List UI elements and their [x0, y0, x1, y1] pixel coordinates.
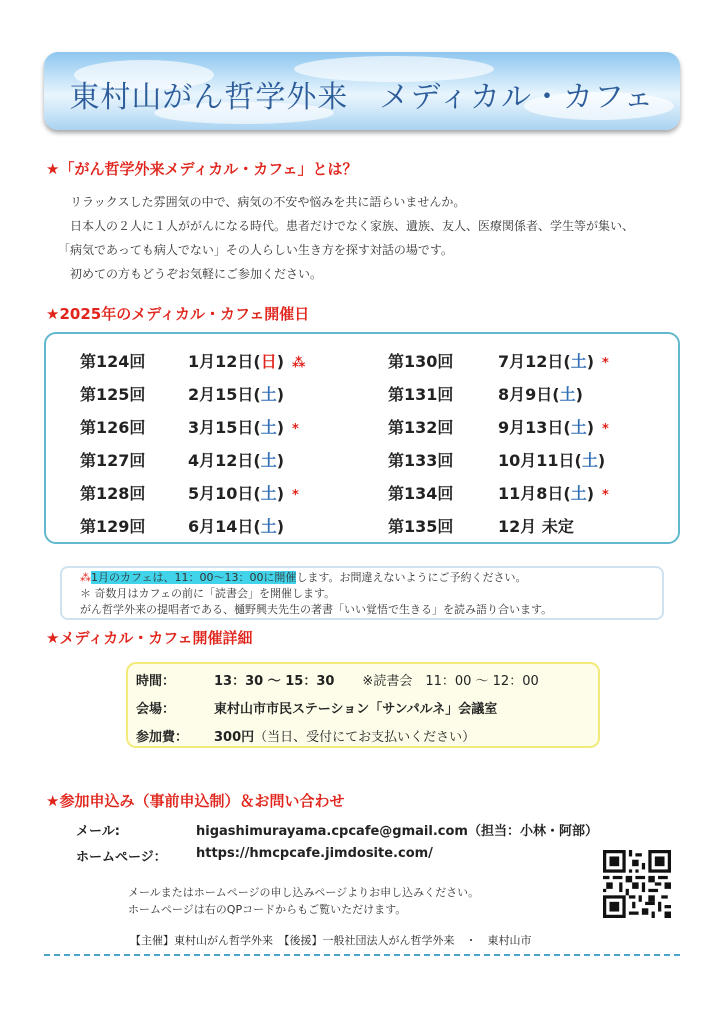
homepage-label: ホームページ：	[76, 850, 167, 865]
session-number: 第129回	[80, 517, 146, 536]
weekday: 土	[260, 451, 277, 470]
note-mark: *	[292, 488, 299, 503]
paren-close: )	[586, 352, 595, 371]
schedule-entry	[80, 349, 305, 372]
schedule-entry	[80, 514, 292, 537]
note-mark: *	[602, 488, 609, 503]
session-number: 第131回	[388, 385, 454, 404]
intro-line: リラックスした雰囲気の中で、病気の不安や悩みを共に語らいませんか。	[70, 195, 466, 209]
session-date: 7月12日(	[498, 352, 571, 371]
detail-venue	[136, 698, 497, 717]
schedule-entry	[388, 382, 591, 405]
schedule-entry	[80, 448, 292, 471]
paren-close: )	[276, 484, 285, 503]
schedule-entry	[388, 514, 574, 537]
session-date: 5月10日(	[188, 484, 261, 503]
session-date: 9月13日(	[498, 418, 571, 437]
venue-label: 会場：	[136, 702, 176, 717]
weekday: 土	[570, 418, 587, 437]
session-date: 1月12日(	[188, 352, 261, 371]
schedule-entry	[80, 382, 292, 405]
reading-time: ※読書会 11：00 〜 12：00	[362, 674, 539, 689]
session-number: 第128回	[80, 484, 146, 503]
intro-line: 初めての方もどうぞお気軽にご参加ください。	[70, 267, 323, 281]
note-line: ＊ 奇数月はカフェの前に「読書会」を開催します。	[80, 587, 336, 600]
note-mark: ⁂	[80, 571, 91, 584]
paren-close: )	[276, 418, 285, 437]
schedule-entry	[388, 448, 613, 471]
paren-close: )	[276, 385, 285, 404]
time-label: 時間：	[136, 674, 176, 689]
weekday: 日	[260, 352, 277, 371]
schedule-entry	[388, 481, 609, 504]
paren-close: )	[276, 451, 285, 470]
session-date: 4月12日(	[188, 451, 261, 470]
note-text: します。お問違えないようにご予約ください。	[296, 571, 527, 584]
detail-time	[136, 670, 539, 689]
note-mark: *	[602, 356, 609, 371]
intro-line: 「病気であっても病人でない」その人らしい生き方を探す対話の場です。	[58, 243, 453, 257]
paren-close: )	[597, 451, 606, 470]
page-title: 東村山がん哲学外来 メディカル・カフェ	[69, 80, 655, 115]
weekday: 土	[570, 352, 587, 371]
footer-credits: 【主催】東村山がん哲学外来 【後援】一般社団法人がん哲学外来 ・ 東村山市	[130, 934, 532, 947]
paren-close: )	[276, 517, 285, 536]
note-mark: *	[602, 422, 609, 437]
note-highlight: 1月のカフェは、11：00〜13：00に開催	[91, 571, 297, 584]
session-number: 第135回	[388, 517, 454, 536]
schedule-box	[44, 332, 680, 544]
section-heading-contact: ★参加申込み（事前申込制）＆お問い合わせ	[46, 792, 345, 810]
intro-text	[58, 190, 702, 286]
weekday: 土	[559, 385, 576, 404]
session-date: 11月8日(	[498, 484, 571, 503]
schedule-entry	[80, 481, 299, 504]
session-number: 第125回	[80, 385, 146, 404]
session-number: 第130回	[388, 352, 454, 371]
section-heading-details: ★メディカル・カフェ開催詳細	[46, 629, 253, 647]
fee-label: 参加費：	[136, 730, 189, 745]
footer-divider	[44, 954, 680, 956]
paren-close: )	[586, 484, 595, 503]
time-value: 13：30 〜 15：30	[214, 674, 335, 689]
session-number: 第127回	[80, 451, 146, 470]
weekday: 土	[260, 385, 277, 404]
title-banner	[44, 52, 680, 130]
detail-fee	[136, 726, 475, 745]
fee-note: （当日、受付にてお支払いください）	[254, 730, 476, 745]
session-number: 第126回	[80, 418, 146, 437]
paren-close: )	[586, 418, 595, 437]
weekday: 土	[260, 517, 277, 536]
mail-link[interactable]: higashimurayama.cpcafe@gmail.com（担当：小林・阿部）	[196, 824, 598, 839]
schedule-entry	[388, 349, 609, 372]
apply-note: メールまたはホームページの申し込みページよりお申し込みください。	[128, 886, 480, 899]
section-heading-schedule: ★2025年のメディカル・カフェ開催日	[46, 305, 310, 323]
weekday: 土	[570, 484, 587, 503]
qr-code-icon[interactable]	[603, 850, 671, 918]
paren-close: )	[276, 352, 285, 371]
weekday: 土	[260, 418, 277, 437]
note-mark: ⁂	[292, 356, 306, 371]
homepage-link[interactable]: https://hmcpcafe.jimdosite.com/	[196, 846, 433, 861]
paren-close: )	[575, 385, 583, 404]
mail-label: メール:	[76, 824, 120, 839]
session-number: 第134回	[388, 484, 454, 503]
session-number: 第124回	[80, 352, 146, 371]
weekday: 土	[260, 484, 277, 503]
session-date: 12月 未定	[498, 517, 574, 536]
notes-box	[60, 566, 664, 620]
venue-value: 東村山市市民ステーション「サンパルネ」会議室	[214, 702, 498, 717]
session-date: 2月15日(	[188, 385, 261, 404]
session-number: 第132回	[388, 418, 454, 437]
section-heading-about: ★「がん哲学外来メディカル・カフェ」とは？	[46, 160, 358, 178]
qr-note: ホームページは右のQPコードからもご覧いただけます。	[128, 903, 407, 916]
session-date: 3月15日(	[188, 418, 261, 437]
note-line	[80, 570, 662, 586]
session-date: 8月9日(	[498, 385, 560, 404]
schedule-entry	[80, 415, 299, 438]
session-date: 10月11日(	[498, 451, 582, 470]
note-mark: *	[292, 422, 299, 437]
note-line: がん哲学外来の提唱者である、樋野興夫先生の著書「いい覚悟で生きる」を読み語り合います。	[80, 603, 553, 616]
intro-line: 日本人の２人に１人ががんになる時代。患者だけでなく家族、遺族、友人、医療関係者、学生等が集い、	[70, 219, 635, 233]
schedule-entry	[388, 415, 609, 438]
details-box	[126, 662, 600, 748]
session-date: 6月14日(	[188, 517, 261, 536]
fee-value: 300円	[214, 730, 255, 745]
session-number: 第133回	[388, 451, 454, 470]
weekday: 土	[581, 451, 598, 470]
